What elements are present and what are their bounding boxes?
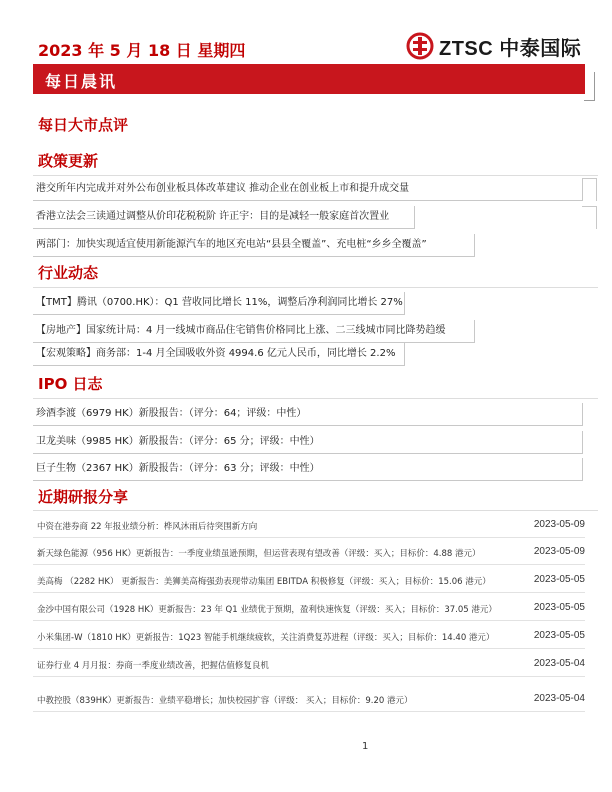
report-row[interactable] xyxy=(33,541,585,565)
industry-item[interactable]: 【TMT】腾讯（0700.HK）：Q1 营收同比增长 11%，调整后净利润同比增长 27% xyxy=(33,292,405,315)
side-mark xyxy=(582,206,597,229)
report-date-cell: 2023-05-09 xyxy=(533,546,585,557)
report-row[interactable] xyxy=(33,569,585,593)
ipo-item[interactable]: 巨子生物（2367 HK）新股报告：（评分：63 分；评级：中性） xyxy=(33,458,583,481)
section-market-title: 每日大市点评 xyxy=(38,116,129,134)
industry-item[interactable]: 【房地产】国家统计局：4 月一线城市商品住宅销售价格同比上涨、二三线城市同比降势趋缓 xyxy=(33,320,475,343)
industry-item[interactable]: 【宏观策略】商务部：1-4 月全国吸收外资 4994.6 亿元人民币，同比增长 2.2% xyxy=(33,343,405,366)
row-divider xyxy=(33,592,585,593)
title-banner xyxy=(33,64,585,94)
policy-item[interactable]: 两部门：加快实现适宜使用新能源汽车的地区充电站“县县全覆盖”、充电桩“乡乡全覆盖” xyxy=(33,234,475,257)
banner-edge xyxy=(584,72,595,101)
report-date-cell: 2023-05-05 xyxy=(533,602,585,613)
side-mark xyxy=(582,178,597,201)
logo-text: ZTSC 中泰国际 xyxy=(439,37,582,60)
report-title[interactable]: 中资在港券商 22 年报业绩分析：桦风沐雨后待突围新方向 xyxy=(37,522,258,532)
section-policy-title: 政策更新 xyxy=(38,152,99,170)
row-divider xyxy=(33,711,585,712)
report-title[interactable]: 金沙中国有限公司（1928 HK）更新报告：23 年 Q1 业绩优于预期，盈利快速恢复（评级：买入；目标价：37.05 港元） xyxy=(37,605,497,615)
policy-item[interactable]: 港交所年内完成并对外公布创业板具体改革建议 推动企业在创业板上市和提升成交量 xyxy=(33,178,583,201)
report-row[interactable] xyxy=(33,625,585,649)
row-divider xyxy=(33,676,585,677)
report-date-cell: 2023-05-05 xyxy=(533,574,585,585)
page-number: 1 xyxy=(362,741,369,752)
ipo-item[interactable]: 珍酒李渡（6979 HK）新股报告：（评分：64；评级：中性） xyxy=(33,403,583,426)
row-divider xyxy=(33,648,585,649)
ipo-item[interactable]: 卫龙美味（9985 HK）新股报告：（评分：65 分；评级：中性） xyxy=(33,431,583,454)
report-row[interactable] xyxy=(33,688,585,712)
section-ipo-title: IPO 日志 xyxy=(38,375,103,393)
section-divider xyxy=(33,175,598,176)
report-row[interactable] xyxy=(33,653,585,677)
report-title[interactable]: 新天绿色能源（956 HK）更新报告：一季度业绩虽逊预期，但运营表现有望改善（评级：买入；目标价：4.88 港元） xyxy=(37,549,481,559)
report-date-cell: 2023-05-05 xyxy=(533,630,585,641)
section-industry-title: 行业动态 xyxy=(38,264,99,282)
report-title[interactable]: 证券行业 4 月月报：券商一季度业绩改善，把握估值修复良机 xyxy=(37,661,269,671)
report-title[interactable]: 中教控股（839HK）更新报告：业绩平稳增长；加快校园扩容（评级： 买入；目标价：9.20 港元） xyxy=(37,696,413,706)
section-divider xyxy=(33,398,598,399)
report-date-cell: 2023-05-04 xyxy=(533,693,585,704)
report-row[interactable] xyxy=(33,597,585,621)
policy-item[interactable]: 香港立法会三读通过调整从价印花税税阶 许正宇：目的是减轻一般家庭首次置业 xyxy=(33,206,415,229)
section-research-title: 近期研报分享 xyxy=(38,488,129,506)
ztsc-logo-icon xyxy=(406,32,434,60)
report-date-cell: 2023-05-09 xyxy=(533,519,585,530)
report-title[interactable]: 美高梅 （2282 HK） 更新报告：美狮美高梅强劲表现带动集团 EBITDA 积极修复（评级：买入；目标价：15.06 港元） xyxy=(37,577,491,587)
row-divider xyxy=(33,537,585,538)
report-title[interactable]: 小米集团-W（1810 HK）更新报告：1Q23 智能手机继续疲软，关注消费复苏进程（评级：买入；目标价：14.40 港元） xyxy=(37,633,495,643)
row-divider xyxy=(33,564,585,565)
report-row[interactable] xyxy=(33,514,585,538)
company-logo xyxy=(406,31,581,61)
row-divider xyxy=(33,620,585,621)
report-date-cell: 2023-05-04 xyxy=(533,658,585,669)
section-divider xyxy=(33,510,598,511)
section-divider xyxy=(33,287,598,288)
report-date: 2023 年 5 月 18 日 星期四 xyxy=(38,41,246,60)
banner-title: 每日晨讯 xyxy=(45,72,118,91)
